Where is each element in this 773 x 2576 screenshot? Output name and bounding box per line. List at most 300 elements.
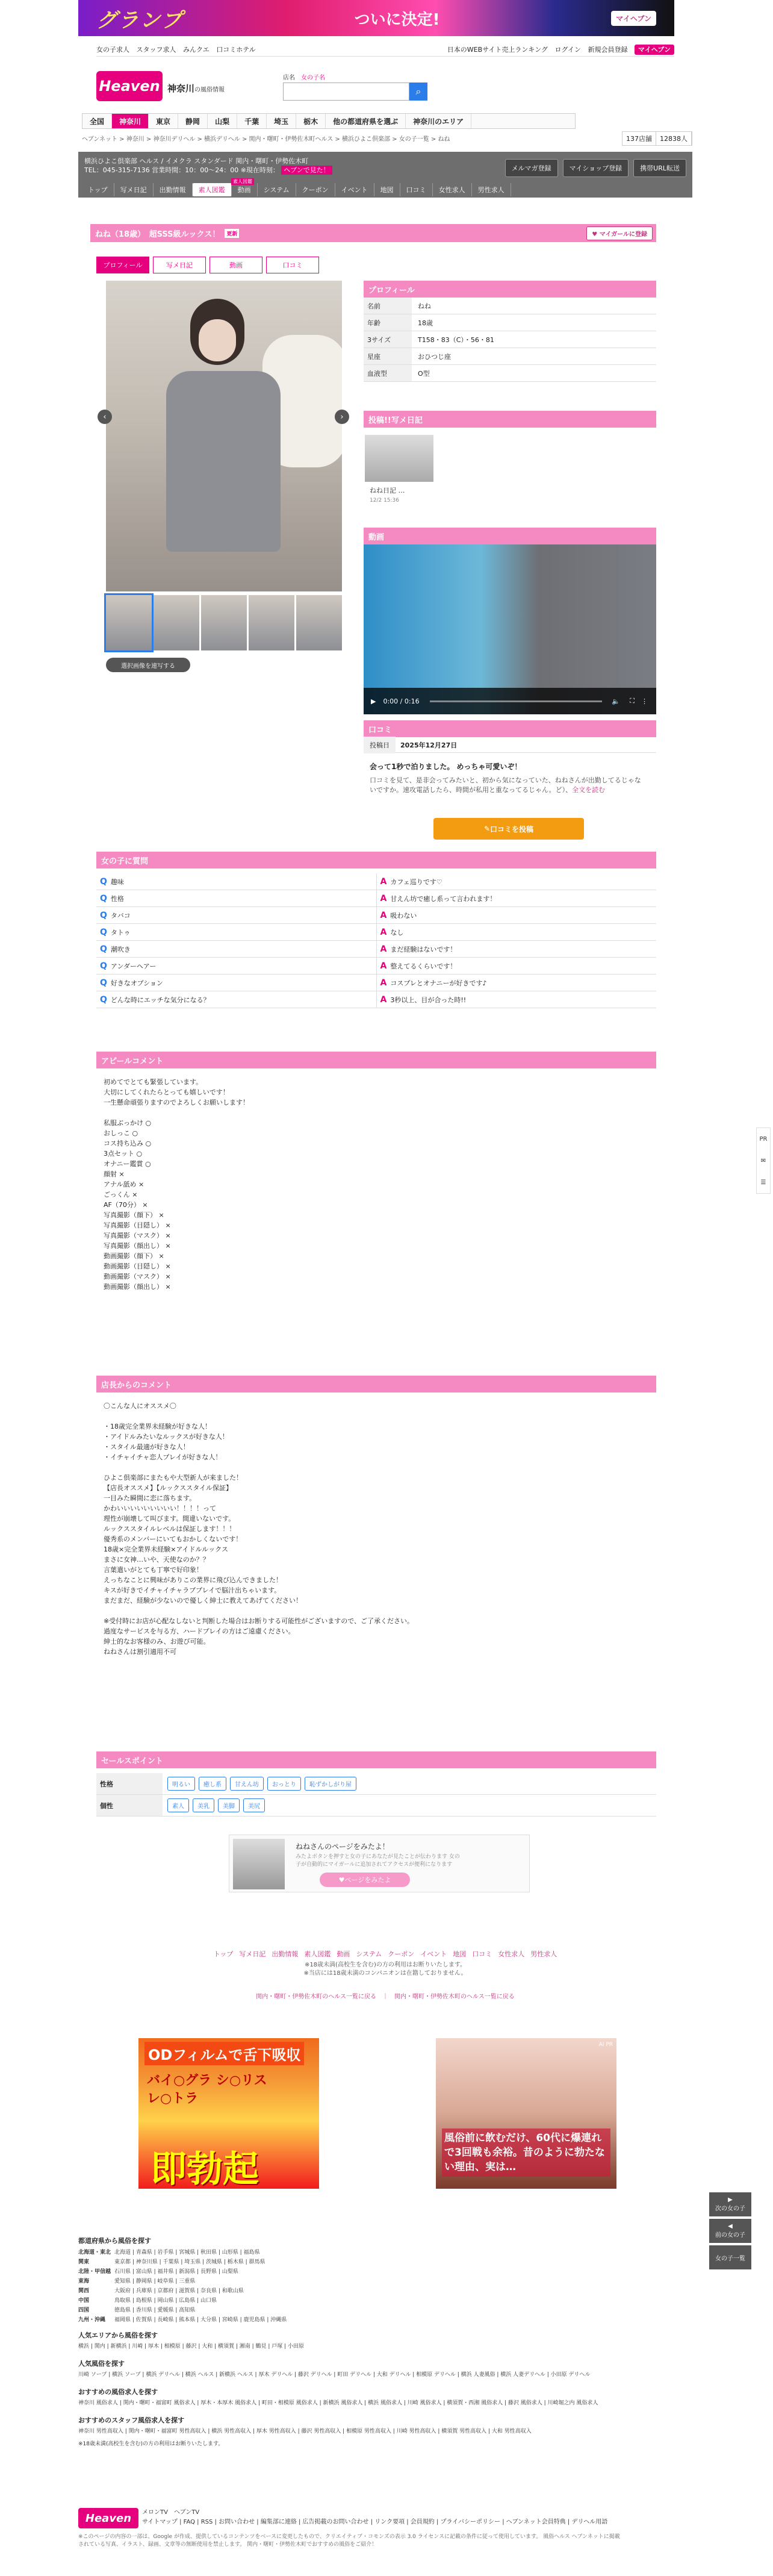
mitayo-title: ねねさんのページをみたよ！ [296,1842,390,1851]
question-text: 好きなオプション [110,979,163,987]
appeal-line: 写真撮影（顔出し） × [104,1242,171,1250]
answer-text: 甘えん坊で癒し系って言われます！ [390,894,497,903]
profile-key: 星座 [364,348,412,364]
region-name: 東海 [78,2278,90,2284]
shop-nav-item[interactable]: 男性求人 [472,183,511,196]
shop-comment-line: まだまだ、経験が少ないので優しく紳士に教えてあげてください！ [104,1597,302,1605]
qa-answer: A なし [380,927,404,937]
prefecture-links[interactable]: 石川県 | 富山県 | 福井県 | 新潟県 | 長野県 | 山梨県 [114,2269,238,2275]
area-heading: おすすめのスタッフ風俗求人を探す [78,2416,185,2424]
myshop-button[interactable]: マイショップ登録 [563,159,629,177]
profile-value: おひつじ座 [418,352,451,361]
answer-text: 3秒以上、目が合った時!! [390,996,467,1004]
popular-genre-links[interactable]: 川崎 ソープ | 横浜 ソープ | 横浜 デリヘル | 横浜 ヘルス | 新横浜 ヘルス | 厚木 デリヘル | 藤沢 デリヘル | 町田 デリヘル | 大和 デリヘル | 相模原 デリヘル | 横浜 人妻風俗 | 横浜 人妻デリヘル | 小田原 デリヘル [78,2372,591,2378]
tab-review[interactable]: 口コミ [266,257,319,273]
staff-recruit-links[interactable]: 神奈川 男性高収入 | 関内・曙町・福富町 男性高収入 | 横浜 男性高収入 | 厚木 男性高収入 | 藤沢 男性高収入 | 相模原 男性高収入 | 川崎 男性高収入 | 横須賀 男性高収入 | 大和 男性高収入 [78,2428,532,2434]
shop-comment-line: ・スタイル最適が好きな人！ [104,1443,190,1451]
site-counts [622,131,692,146]
site-logo[interactable]: Heaven [96,71,163,101]
profile-key: 年齢 [364,314,412,331]
nav-item[interactable]: 静岡 [178,114,208,128]
chevron-left-icon: ◀ [728,2223,733,2230]
footer-nav-link[interactable]: システム [356,1950,382,1958]
shop-comment-line: 言葉遣いがとても丁寧で好印象！ [104,1566,203,1574]
area-grid [78,2248,692,2323]
search-tab-girl[interactable]: 女の子名 [301,75,325,81]
appeal-line: オナニー鑑賞 ○ [104,1160,151,1168]
sales-tag[interactable]: 甘えん坊 [230,1777,264,1791]
shop-nav-item[interactable]: 口コミ [400,183,433,196]
review-date: 2025年12月27日 [400,741,458,749]
post-review-button[interactable] [433,818,584,840]
top-ad-banner[interactable] [78,0,674,36]
mail-icon[interactable]: ✉ [760,1157,766,1164]
review-title: 会って1秒で泊りました。 めっちゃ可愛いぞ！ [370,763,522,771]
qa-row [96,958,656,975]
appeal-line: 動画撮影（顔出し） × [104,1283,171,1291]
answer-text: 整えてるくらいです！ [390,962,457,970]
shop-comment-line: ・アイドルみたいなルックスが好きな人！ [104,1433,229,1441]
tab-profile[interactable]: プロフィール [96,257,149,273]
appeal-line: アナル舐め × [104,1180,144,1188]
answer-text: なし [390,928,404,937]
banner-text-2: ついに決定! [354,10,440,29]
footer-nav-link[interactable]: 地図 [453,1950,467,1958]
prev-girl-button[interactable] [709,2219,751,2243]
qa-question: Q 趣味 [96,873,377,890]
qa-row [96,941,656,958]
shop-comment-line: まさに女神…いや、天使なのか？？ [104,1556,210,1564]
main-photo[interactable] [106,281,342,591]
appeal-line: 私服ぶっかけ ○ [104,1119,152,1127]
mobile-url-button[interactable]: 携帯URL転送 [633,159,686,177]
sales-key: 個性 [96,1795,163,1816]
search-input[interactable] [283,83,409,101]
sales-tag[interactable]: 恥ずかしがり屋 [305,1777,356,1791]
sales-tag[interactable]: 素人 [167,1798,189,1812]
footer-links [142,2508,684,2527]
review-body [370,776,647,795]
photo-thumbnail[interactable] [106,595,152,650]
photo-figure [166,371,281,552]
ad1-catch: 即勃起 [151,2148,259,2189]
fullscreen-icon[interactable]: ⛶ [630,697,635,705]
banner-text-3: マイヘブン [611,11,656,26]
appeal-line [104,1108,633,1118]
prev-girl-label: 前の女の子 [715,2232,745,2239]
notice-line: ※当店には18歳未満のコンパニオンは在籍しておりません。 [303,1970,467,1977]
sales-tag[interactable]: 明るい [167,1777,195,1791]
next-girl-button[interactable] [709,2192,751,2216]
sales-tag[interactable]: 美乳 [193,1798,214,1812]
area-title [167,82,225,95]
update-badge: 更新 [225,229,239,238]
qa-row [96,873,656,890]
shop-comment-line: えっちなことに興味がありこの業界に飛び込んできました！ [104,1576,282,1584]
footer-link-list[interactable]: サイトマップ | FAQ | RSS | お問い合わせ | 編集部に連絡 | 広告掲載のお問い合わせ | リンク要項 | 会員規約 | プライバシーポリシー | ヘブンネット会員特典 | デリヘル用語 [142,2519,608,2525]
back-link[interactable]: 関内・曙町・伊勢佐木町のヘルス一覧に戻る [394,1994,515,2000]
question-text: タトゥ [110,928,131,937]
footer-nav-link[interactable]: 男性求人 [530,1950,557,1958]
qa-row [96,924,656,941]
video-heading: 動画 [364,528,656,544]
profile-value: T158・83（C）・56・81 [418,335,494,344]
appeal-line: 写真撮影（マスク） × [104,1232,171,1240]
ad1-products: バイ○グラ シ○リス レ○トラ [147,2073,267,2106]
heart-icon: ♥ [338,1876,345,1884]
region-name: 九州・沖縄 [78,2317,106,2323]
shop-bar [78,152,692,198]
subhead-link[interactable]: みんクエ [183,45,210,54]
shop-comment-line: 理性が崩壊して叫びます。間違いないです。 [104,1515,235,1523]
nav-item[interactable]: 全国 [82,114,112,128]
shop-nav-item-active[interactable]: 素人図鑑 [193,183,232,196]
profile-row [364,348,656,365]
qa-answer: A 吸わない [380,910,417,920]
qa-answer: A コスプレとオナニーが好きです♪ [380,978,487,988]
ad-banner-right[interactable] [436,2038,616,2189]
photo-thumbnail[interactable] [296,595,342,650]
shop-comment-line: ・イチャイチャ恋人プレイが好きな人！ [104,1453,222,1461]
shop-nav-item[interactable]: イベント [335,183,374,196]
footer-brands[interactable]: メロンTV ヘブンTV [142,2509,200,2516]
shop-comment-line: かわいいいいいいいいい！！！！って [104,1505,216,1512]
footer-nav-link[interactable]: 女性求人 [498,1950,525,1958]
area-heading: 人気風俗を探す [78,2360,125,2368]
search-button[interactable] [409,83,427,101]
shop-nav-item[interactable]: クーポン [296,183,335,196]
question-text: どんな時にエッチな気分になる？ [110,996,210,1004]
read-more-link[interactable]: 全文を読む [572,786,606,794]
appeal-line: 写真撮影（目隠し） × [104,1221,171,1229]
qa-answer: A カフェ巡りです♡ [380,876,442,887]
utility-bar [96,42,674,57]
area-suffix: の風俗情報 [194,87,225,93]
diary-heading: 投稿!!写メ日記 [364,411,656,428]
answer-text: コスプレとオナニーが好きです♪ [390,979,487,987]
profile-value: 18歳 [418,319,433,327]
prefecture-links[interactable]: 東京都 | 神奈川県 | 千葉県 | 埼玉県 | 茨城県 | 栃木県 | 群馬県 [114,2259,265,2265]
chevron-right-icon: ▶ [728,2197,733,2203]
appeal-line: おしっこ ○ [104,1129,138,1137]
sales-tag[interactable]: おっとり [267,1777,301,1791]
appeal-line: ごっくん × [104,1191,138,1199]
appeal-line: 動画撮影（マスク） × [104,1273,171,1280]
qa-answer: A 甘えん坊で癒し系って言われます！ [380,893,497,903]
question-text: 性格 [110,894,124,903]
sales-row [96,1795,656,1817]
qa-row [96,975,656,991]
prefecture-links[interactable]: 愛知県 | 静岡県 | 岐阜県 | 三重県 [114,2278,196,2284]
profile-table [364,298,656,382]
prefecture-links[interactable]: 鳥取県 | 島根県 | 岡山県 | 広島県 | 山口県 [114,2298,217,2304]
shop-info-line-1: 横浜ひよこ倶楽部 ヘルス / イメクラ スタンダード 関内・曙町・伊勢佐木町 [84,157,309,165]
profile-row [364,331,656,348]
next-girl-label: 次の女の子 [715,2206,745,2212]
sales-row [96,1773,656,1795]
diary-thumbnail[interactable] [365,435,433,482]
pencil-icon: ✎ [483,825,491,833]
login-link[interactable]: ログイン [554,45,581,54]
qa-answer: A 整えてるくらいです！ [380,961,457,971]
sales-tag[interactable]: 美脚 [218,1798,240,1812]
heart-icon: ♥ [592,231,600,238]
question-text: 趣味 [110,878,124,886]
banner-text-1: グランプ [96,8,183,33]
girl-tabs [96,257,319,273]
nav-item[interactable]: 栃木 [296,114,326,128]
question-text: タバコ [110,911,131,920]
subhead-link[interactable]: 女の子求人 [96,45,129,54]
ad2-tag: AI PR [598,2042,613,2048]
footer-nav-link[interactable]: 写メ日記 [239,1950,266,1958]
nav-item-active[interactable]: 神奈川 [112,114,149,128]
side-icon-strip [756,1127,771,1194]
myheaven-button[interactable]: マイヘブン [635,45,674,55]
nav-item[interactable]: 他の都道府県を選ぶ [326,114,406,128]
mitayo-sub: みたよボタンを押すと女の子にあなたが見たことが伝わります 女の子が自動的にマイガールに追加されてアクセスが便利になります [296,1854,460,1868]
review-text: 口コミを見て、是非会ってみたいと、初から気になっていた、ねねさんが出勤してるじゃないですか。速攻電話したら、時間が私用と重なってるじゃん。ど）、 [370,776,641,794]
mitayo-button[interactable] [320,1873,410,1887]
menu-icon[interactable]: ☰ [760,1179,766,1186]
mygirl-label: マイガールに登録 [599,231,647,238]
mygirl-button[interactable] [586,226,653,240]
sales-heading: セールスポイント [96,1751,656,1768]
nav-item[interactable]: 千葉 [237,114,267,128]
volume-icon[interactable]: 🔈 [612,697,620,705]
answer-text: まだ経験はないです！ [390,945,457,953]
region-name: 関東 [78,2259,90,2265]
photo-thumbnail[interactable] [201,595,247,650]
main-nav [82,113,576,129]
photo-select-button[interactable]: 選択画像を連写する [106,658,190,672]
shop-info [84,157,332,175]
pr-icon[interactable]: PR [759,1135,768,1143]
girl-title: ねね（18歳） 超SSS級ルックス！ [95,229,220,239]
sales-tag[interactable]: 美尻 [243,1798,265,1812]
footer-nav-link[interactable]: トップ [213,1950,234,1958]
site-header [96,67,674,110]
more-options-icon[interactable]: ⋮ [641,697,648,705]
region-name: 北陸・甲信越 [78,2269,111,2275]
appeal-line: 動画撮影（顔下） × [104,1252,164,1260]
profile-value: O型 [418,369,430,378]
photo-thumbnails [106,595,342,650]
footer-nav-link[interactable]: 口コミ [472,1950,492,1958]
sales-table [96,1773,656,1817]
tab-video[interactable]: 動画 [210,257,262,273]
subhead-link[interactable]: スタッフ求人 [136,45,176,54]
girl-list-button[interactable] [709,2245,751,2269]
qa-heading: 女の子に質問 [96,852,656,869]
footer-shop-nav [157,1949,614,1959]
footer-nav-link[interactable]: クーポン [388,1950,415,1958]
qa-table [96,873,656,1008]
question-text: アンダーヘアー [110,962,157,970]
appeal-comment [104,1077,633,1292]
review-date-row [364,737,656,753]
qa-question: Q 潮吹き [96,941,377,957]
girl-list-label: 女の子一覧 [715,2255,745,2262]
shop-nav-item[interactable]: 出勤情報 [154,183,193,196]
qa-question: Q どんな時にエッチな気分になる？ [96,991,377,1008]
photo-face-blurred [199,319,236,361]
subhead-link[interactable]: 口コミホテル [216,45,256,54]
chevron-left-icon: ‹ [103,412,107,422]
shop-nav-item[interactable]: トップ [82,183,114,196]
shop-comment-line: 【店長オススメ】【ルックススタイル保証】 [104,1484,233,1492]
diary-date: 12/2 15:36 [370,497,400,504]
girl-thumbnail [233,1839,285,1889]
shop-comment-line: ねねさんは割引適用不可 [104,1648,176,1656]
shop-comment-line: 優秀系のメンバーにいてもおかしくないです！ [104,1535,243,1543]
shop-info-line-2: TEL：045-315-7136 営業時間：10：00〜24：00 ※現在時刻： [84,166,279,174]
region-name: 北海道・東北 [78,2250,111,2256]
answer-text: カフェ巡りです♡ [390,878,442,886]
region-name: 四国 [78,2307,90,2313]
diary-caption[interactable]: ねね日記 … [370,487,405,494]
ranking-link[interactable]: 日本のWEBサイト売上ランキング [447,45,548,54]
shop-count: 137店舗 [622,132,656,145]
photo-next-button[interactable] [335,410,349,424]
qa-question: Q 性格 [96,890,377,906]
mitayo-label: ページをみたよ [344,1876,391,1884]
shop-tag: ヘブンで見た！ [281,166,332,175]
nav-item[interactable]: 神奈川のエリア [406,114,471,128]
answer-text: 吸わない [390,911,417,920]
shop-comment-line: ※受付時にお店が心配なしないと判断した場合はお断りする可能性がございますので、ご了承ください。 [104,1617,414,1625]
shop-nav-item[interactable]: 女性求人 [433,183,472,196]
region-name: 中国 [78,2298,90,2304]
photo-prev-button[interactable] [98,410,112,424]
qa-question: Q タトゥ [96,924,377,940]
photo-thumbnail[interactable] [154,595,199,650]
area-lists [78,2228,692,2449]
qa-question: Q 好きなオプション [96,975,377,991]
review-heading: 口コミ [364,720,656,737]
qa-row [96,907,656,924]
ad2-text: 風俗前に飲むだけ、60代に爆連れで3回戦も余裕。昔のように勃たない理由、実は… [442,2128,610,2177]
chevron-right-icon: › [340,412,344,422]
qa-row [96,991,656,1008]
nav-item[interactable]: 埼玉 [267,114,296,128]
shop-comment-line: 一目みた瞬間に恋に落ちます。 [104,1494,196,1502]
area-heading: 都道府県から風俗を探す [78,2237,151,2245]
notice-line: ※18歳未満(高校生を含む)の方の利用はお断りいたします。 [304,1962,467,1968]
back-links: 関内・曙町・伊勢佐木町のヘルス一覧に戻る ｜ 関内・曙町・伊勢佐木町のヘルス一覧に戻る [256,1994,515,2000]
search-tab-shop[interactable]: 店名 [283,75,295,81]
back-link[interactable]: 関内・曙町・伊勢佐木町のヘルス一覧に戻る [256,1994,376,2000]
girl-count: 12838人 [656,132,692,145]
qa-question: Q アンダーヘアー [96,958,377,974]
appeal-line: 顔射 × [104,1170,125,1178]
shop-comment-line: 過度なサービスを与る方、ハードプレイの方はご遠慮ください。 [104,1627,295,1635]
appeal-line: 動画撮影（目隠し） × [104,1262,171,1270]
profile-row [364,314,656,331]
shop-comment-line: ・18歳完全業界未経験が好きな人！ [104,1423,211,1430]
appeal-heading: アピールコメント [96,1052,656,1068]
area-heading: 人気エリアから風俗を探す [78,2331,158,2339]
video-progress-track[interactable] [430,700,602,702]
footer-logo[interactable]: Heaven [78,2508,138,2528]
profile-row [364,365,656,382]
prefecture-links[interactable]: 大阪府 | 兵庫県 | 京都府 | 滋賀県 | 奈良県 | 和歌山県 [114,2288,244,2294]
qa-row [96,890,656,907]
shop-nav-item[interactable]: 地図 [374,183,400,196]
shop-nav [82,183,511,196]
footer-nav-link[interactable]: 素人図鑑 [304,1950,331,1958]
ad-banner-left[interactable] [138,2038,319,2189]
question-text: 潮吹き [110,945,131,953]
shop-comment [104,1401,645,1657]
footer-nav-link[interactable]: 動画 [337,1950,350,1958]
age-note: ※18歳未満(高校生を含む)の方の利用はお断りいたします。 [78,2441,224,2447]
mailmag-button[interactable]: メルマガ登録 [505,159,558,177]
video-controls [364,688,656,714]
ad1-headline: ODフィルムで舌下吸収 [144,2042,304,2065]
shop-comment-line: 〇こんな人にオススメ〇 [104,1402,176,1410]
shop-comment-heading: 店長からのコメント [96,1376,656,1392]
shop-comment-line [104,1411,645,1421]
tab-diary[interactable]: 写メ日記 [153,257,206,273]
photo-thumbnail[interactable] [249,595,294,650]
shop-comment-line: ルックススタイルレベルは保証します！！！ [104,1525,236,1533]
footer-nav-link[interactable]: 出勤情報 [272,1950,299,1958]
footer-notice [157,1961,614,1978]
sales-tag[interactable]: 癒し系 [199,1777,226,1791]
post-review-label: 口コミを投稿 [490,825,534,834]
nav-item[interactable]: 東京 [149,114,178,128]
shop-nav-item[interactable]: 動画 [232,183,258,196]
qa-answer: A まだ経験はないです！ [380,944,457,954]
shop-comment-line: ひよこ倶楽部にまたもや大型新人が来ました！ [104,1474,243,1482]
video-player[interactable] [364,544,656,714]
recruit-links[interactable]: 神奈川 風俗求人 | 関内・曙町・福富町 風俗求人 | 厚木・本厚木 風俗求人 | 町田・相模原 風俗求人 | 新横浜 風俗求人 | 横浜 風俗求人 | 川崎 風俗求人 | 横須賀・西湘 風俗求人 | 藤沢 風俗求人 | 川崎堀之内 風俗求人 [78,2400,598,2406]
play-icon[interactable]: ▶ [371,697,376,705]
shop-nav-item[interactable]: システム [258,183,296,196]
nav-item[interactable]: 山梨 [208,114,237,128]
register-link[interactable]: 新規会員登録 [588,45,628,54]
prefecture-links[interactable]: 北海道 | 青森県 | 岩手県 | 宮城県 | 秋田県 | 山形県 | 福島県 [114,2250,260,2256]
area-name: 神奈川 [167,83,195,94]
girl-title-bar [90,224,656,242]
prefecture-links[interactable]: 福岡県 | 佐賀県 | 長崎県 | 熊本県 | 大分県 | 宮崎県 | 鹿児島県 | 沖縄県 [114,2317,287,2323]
shop-comment-line [104,1606,645,1616]
profile-row [364,298,656,314]
appeal-line: コス持ち込み ○ [104,1140,152,1147]
search-icon: ⌕ [415,86,421,97]
appeal-line: AF（70分） × [104,1201,148,1209]
profile-heading: プロフィール [364,281,656,298]
shop-nav-item[interactable]: 写メ日記 [114,183,154,196]
footer-nav-link[interactable]: イベント [420,1950,447,1958]
popular-area-links[interactable]: 横浜 | 関内 | 新横浜 | 川崎 | 厚木 | 相模原 | 藤沢 | 大和 | 横須賀 | 湘南 | 鶴見 | 戸塚 | 小田原 [78,2344,305,2350]
search-box [283,72,427,101]
shop-comment-line: キスが好きでイチャイチャラブプレイで脳汁出ちゃいます。 [104,1586,281,1594]
qa-question: Q タバコ [96,907,377,923]
appeal-line: 一生懸命頑張りますのでよろしくお願いします！ [104,1099,249,1106]
appeal-line: 3点セット ○ [104,1150,143,1158]
profile-value: ねね [418,302,431,310]
breadcrumb[interactable]: ヘブンネット > 神奈川 > 神奈川デリヘル > 横浜デリヘル > 関内・曙町・伊勢佐木町ヘルス > 横浜ひよこ倶楽部 > 女の子一覧 > ねね [82,136,450,143]
prefecture-links[interactable]: 徳島県 | 香川県 | 愛媛県 | 高知県 [114,2307,196,2313]
shop-nav-badge: 素人図鑑 [231,178,254,185]
review-date-label: 投稿日 [364,737,396,753]
shop-comment-line: 紳士的なお客様のみ、お遊び可能。 [104,1638,210,1645]
area-heading: おすすめの風俗求人を探す [78,2388,158,2396]
shop-comment-line: 18歳×完全業界未経験×アイドルルックス [104,1545,229,1553]
profile-key: 血液型 [364,365,412,381]
